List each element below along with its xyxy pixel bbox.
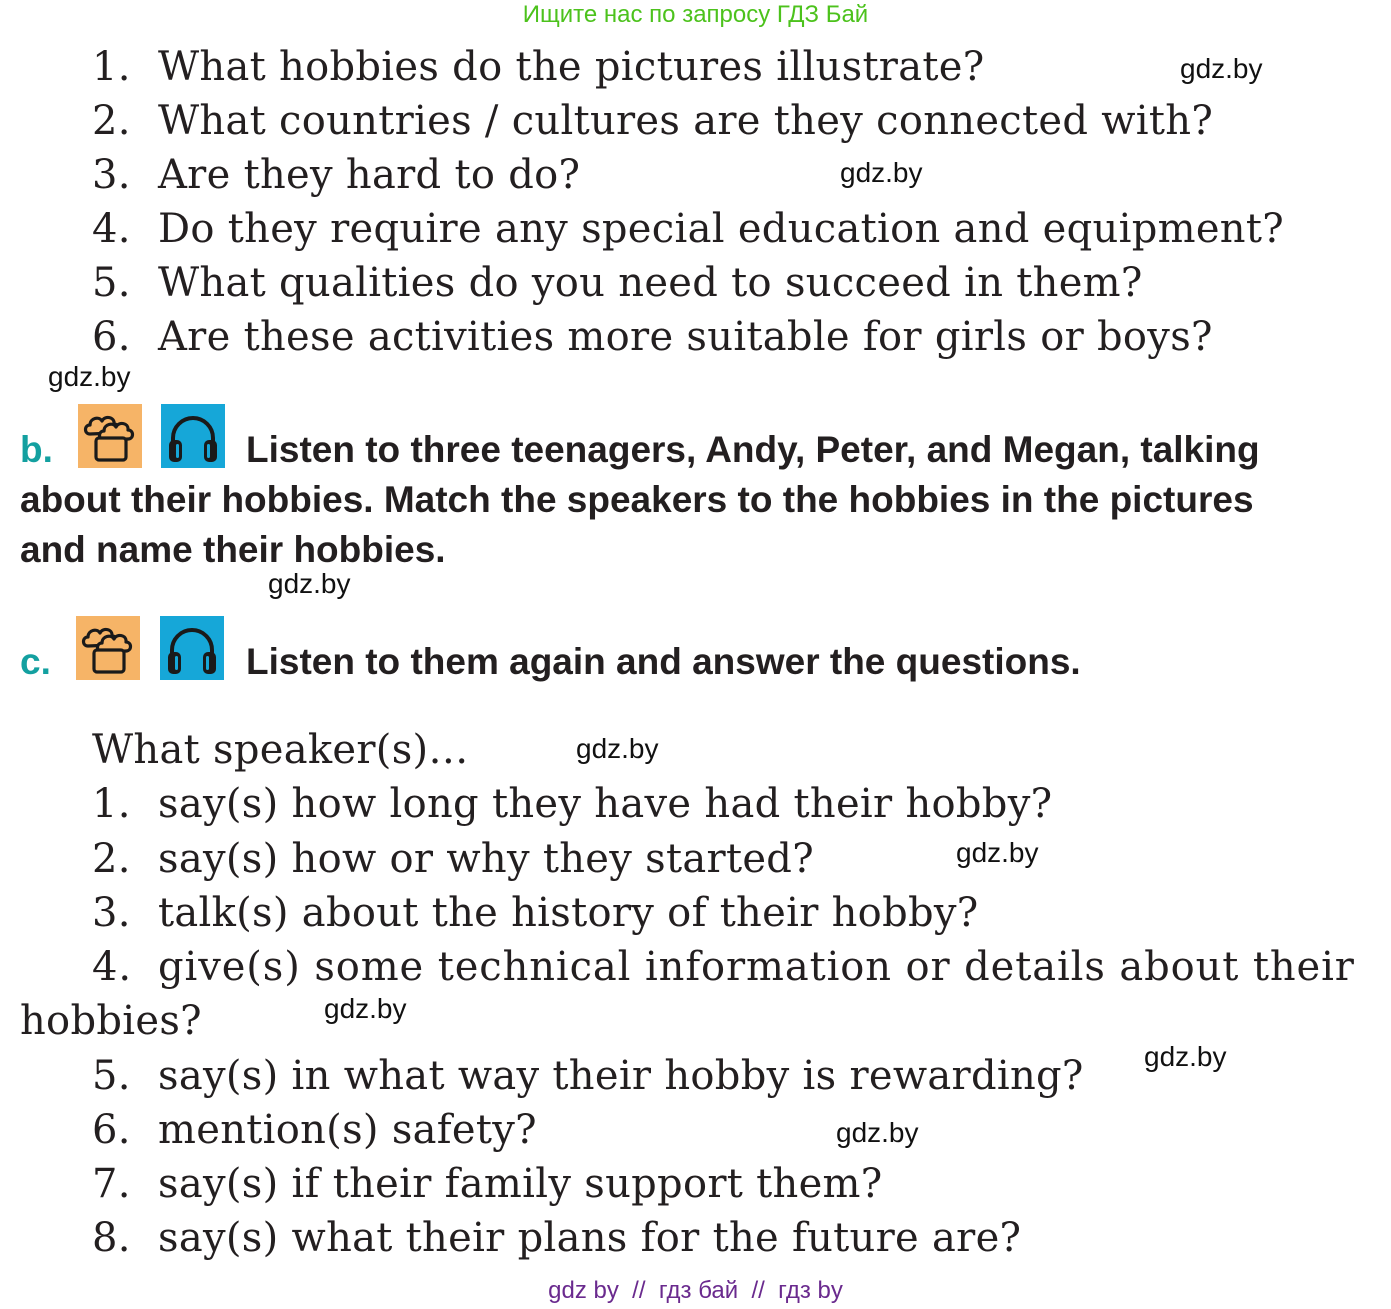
question-a-3	[92, 151, 580, 199]
intro-c: What speaker(s)…	[92, 727, 469, 773]
question-a-5	[92, 259, 1143, 307]
question-text: say(s) in what way their hobby is rewarding?	[158, 1053, 1084, 1099]
question-c-7	[92, 1160, 883, 1208]
headphones-icon	[161, 404, 225, 468]
headphones-icon	[160, 616, 224, 680]
question-text: mention(s) safety?	[158, 1107, 537, 1153]
task-b-letter: b.	[20, 429, 53, 470]
question-number: 3.	[92, 152, 131, 198]
watermark: gdz.by	[48, 361, 131, 392]
question-number: 8.	[92, 1215, 131, 1261]
task-b-line-1: Listen to three teenagers, Andy, Peter, and Megan, talking	[246, 429, 1260, 470]
watermark: gdz.by	[324, 993, 407, 1024]
question-number: 7.	[92, 1161, 131, 1207]
question-text: Do they require any special education and equipment?	[158, 206, 1284, 252]
task-b-line-3: and name their hobbies.	[20, 529, 446, 570]
question-a-6	[92, 313, 1213, 361]
question-a-1	[92, 43, 984, 91]
top-banner: Ищите нас по запросу ГДЗ Бай	[522, 1, 869, 28]
question-text: Are these activities more suitable for girls or boys?	[158, 314, 1213, 360]
question-number: 6.	[92, 1107, 131, 1153]
question-number: 4.	[92, 944, 132, 990]
question-number: 4.	[92, 206, 131, 252]
watermark: gdz.by	[1144, 1041, 1227, 1072]
question-c-5	[92, 1052, 1084, 1100]
question-text: say(s) if their family support them?	[158, 1161, 883, 1207]
question-c-1	[92, 780, 1052, 828]
question-text: talk(s) about the history of their hobby?	[158, 890, 979, 936]
watermark: gdz.by	[1180, 53, 1263, 84]
question-text: What qualities do you need to succeed in them?	[158, 260, 1143, 306]
question-c-4	[92, 943, 1355, 991]
question-number: 1.	[92, 44, 131, 90]
question-number: 6.	[92, 314, 131, 360]
question-a-4	[92, 205, 1284, 253]
question-number: 1.	[92, 781, 131, 827]
task-c-instruction: Listen to them again and answer the questions.	[246, 641, 1081, 682]
question-text: say(s) how long they have had their hobby?	[158, 781, 1053, 827]
question-c-2	[92, 835, 814, 883]
question-number: 5.	[92, 1053, 131, 1099]
group-work-icon	[78, 404, 142, 468]
watermark: gdz.by	[956, 837, 1039, 868]
group-work-icon	[76, 616, 140, 680]
question-c-6	[92, 1106, 537, 1154]
watermark: gdz.by	[576, 733, 659, 764]
watermark: gdz.by	[840, 157, 923, 188]
question-number: 2.	[92, 98, 131, 144]
question-text: What hobbies do the pictures illustrate?	[158, 44, 985, 90]
question-text: say(s) what their plans for the future are?	[158, 1215, 1022, 1261]
question-text: give(s) some technical information or details about their	[158, 944, 1355, 990]
question-c-4-continued	[20, 997, 202, 1045]
question-text: What countries / cultures are they connected with?	[158, 98, 1214, 144]
question-c-3	[92, 889, 979, 937]
question-text: hobbies?	[20, 998, 202, 1044]
task-b-line-2: about their hobbies. Match the speakers to the hobbies in the pictures	[20, 479, 1254, 520]
question-number: 2.	[92, 836, 131, 882]
question-text: Are they hard to do?	[158, 152, 581, 198]
footer-watermark: gdz by // гдз бай // гдз by	[548, 1277, 843, 1304]
question-a-2	[92, 97, 1213, 145]
question-number: 3.	[92, 890, 131, 936]
watermark: gdz.by	[268, 568, 351, 599]
question-number: 5.	[92, 260, 131, 306]
task-c-letter: c.	[20, 641, 51, 682]
question-c-8	[92, 1214, 1021, 1262]
watermark: gdz.by	[836, 1117, 919, 1148]
question-text: say(s) how or why they started?	[158, 836, 814, 882]
